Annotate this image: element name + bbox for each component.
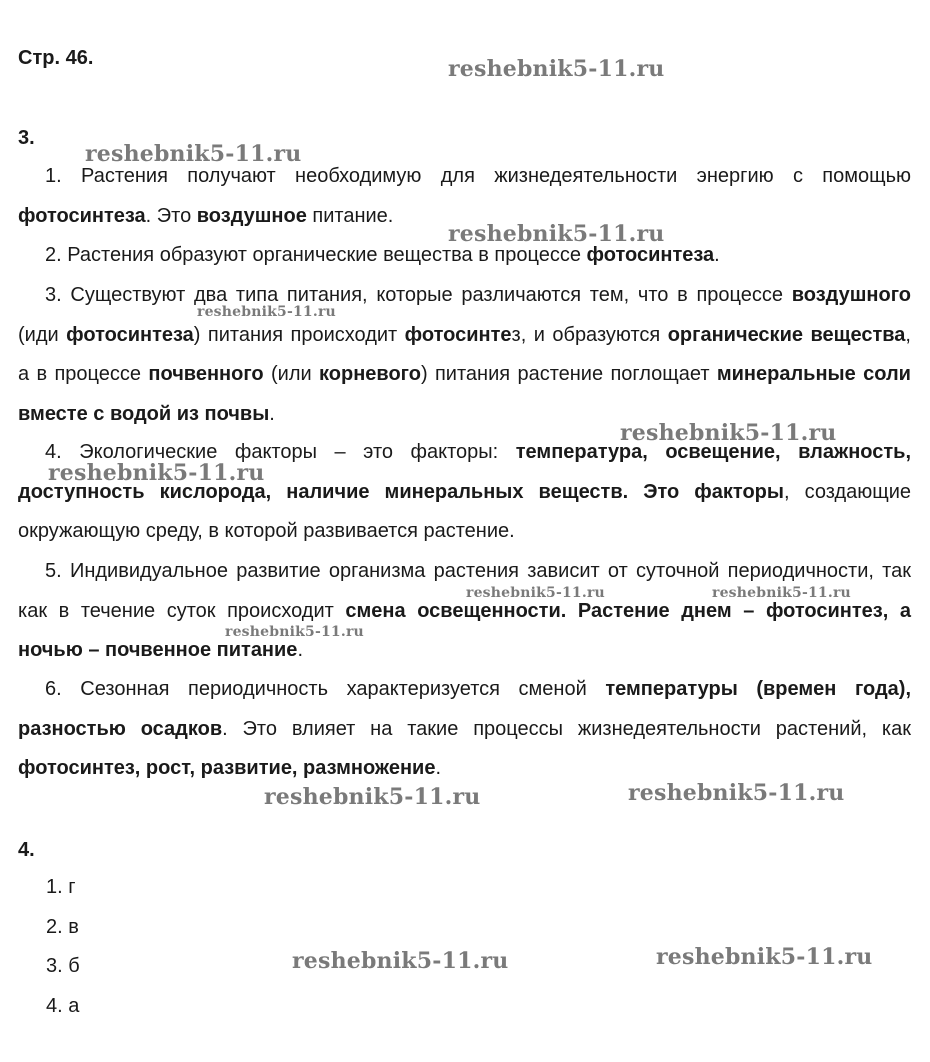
task-4-answer-item: 1. г	[46, 876, 76, 898]
bold-text-run: фотосинтеза	[66, 323, 194, 346]
watermark: reshebnik5-11.ru	[656, 944, 873, 970]
watermark: reshebnik5-11.ru	[48, 460, 265, 486]
text-run: з, и образуются	[511, 323, 668, 346]
text-run: ) питания растение поглощает	[420, 363, 717, 385]
text-run: .	[714, 244, 720, 266]
task-3-answer-4	[18, 433, 911, 552]
watermark: reshebnik5-11.ru	[197, 304, 336, 320]
bold-text-run: минеральные соли вместе с водой из почвы	[18, 363, 911, 425]
bold-text-run: смена освещенности. Растение днем – фотосинтез, а ночью – почвенное питание	[18, 599, 911, 661]
text-run: 1. Растения получают необходимую для жизнедеятельности энергию с помощью	[45, 165, 911, 187]
task-4-answer-item: 2. в	[46, 915, 79, 938]
text-run: 2. Растения образуют органические вещества в процессе	[45, 244, 587, 266]
bold-text-run: температуры (времен года), разностью осадков	[18, 678, 912, 740]
text-run: .	[435, 757, 442, 779]
watermark: reshebnik5-11.ru	[448, 221, 665, 247]
bold-text-run: фотосинтеза	[18, 204, 146, 227]
page-title: Стр. 46.	[18, 47, 94, 69]
task-4-answer-list	[46, 868, 80, 1026]
task-3-answer-5	[18, 552, 911, 671]
watermark: reshebnik5-11.ru	[466, 585, 605, 601]
watermark: reshebnik5-11.ru	[85, 141, 302, 167]
text-run: .	[269, 402, 275, 425]
text-run: питание.	[306, 204, 394, 227]
text-run: 3. Существуют два типа питания, которые различаются тем, что в процессе	[45, 284, 792, 306]
text-run: (иди	[18, 323, 67, 346]
bold-text-run: корневого	[319, 363, 421, 385]
task-4-number: 4.	[18, 839, 35, 861]
bold-text-run: фотосинте	[404, 323, 512, 346]
watermark: reshebnik5-11.ru	[628, 780, 845, 806]
text-run: , а в процессе	[18, 323, 911, 385]
bold-text-run: фотосинтез, рост, развитие, размножение	[18, 757, 436, 779]
text-run: , создающие окружающую среду, в которой развивается растение.	[18, 480, 911, 542]
bold-text-run: почвенного	[148, 363, 264, 385]
text-run: .	[297, 639, 303, 661]
text-run: (или	[263, 363, 320, 385]
task-3-answer-2	[18, 236, 911, 276]
watermark: reshebnik5-11.ru	[448, 56, 665, 82]
watermark: reshebnik5-11.ru	[712, 585, 851, 601]
watermark: reshebnik5-11.ru	[264, 784, 481, 810]
text-run: . Это влияет на такие процессы жизнедеятельности растений, как	[222, 717, 911, 740]
task-3-answer-1	[18, 157, 911, 236]
bold-text-run: фотосинтеза	[586, 244, 715, 266]
watermark: reshebnik5-11.ru	[292, 948, 509, 974]
task-3-number: 3.	[18, 127, 35, 149]
watermark: reshebnik5-11.ru	[620, 420, 837, 446]
bold-text-run: воздушного	[791, 284, 911, 306]
task-4-answer-item: 3. б	[46, 955, 80, 977]
text-run: . Это	[145, 204, 197, 227]
text-run: 5. Индивидуальное развитие организма растения зависит от суточной периодичности, так как в течение суток происходит	[18, 560, 911, 622]
watermark: reshebnik5-11.ru	[225, 624, 364, 640]
bold-text-run: органические вещества	[667, 323, 906, 346]
bold-text-run: температура, освещение, влажность, доступность кислорода, наличие минеральных веществ. Это факторы	[18, 441, 911, 503]
task-3-answer-6	[18, 670, 911, 789]
task-3-answer-3	[18, 276, 911, 434]
task-4-answer-item: 4. а	[46, 994, 80, 1017]
text-run: ) питания происходит	[193, 323, 405, 346]
bold-text-run: воздушное	[196, 204, 307, 227]
text-run: 6. Сезонная периодичность характеризуется сменой	[45, 678, 606, 700]
text-run: 4. Экологические факторы – это факторы:	[45, 441, 516, 463]
